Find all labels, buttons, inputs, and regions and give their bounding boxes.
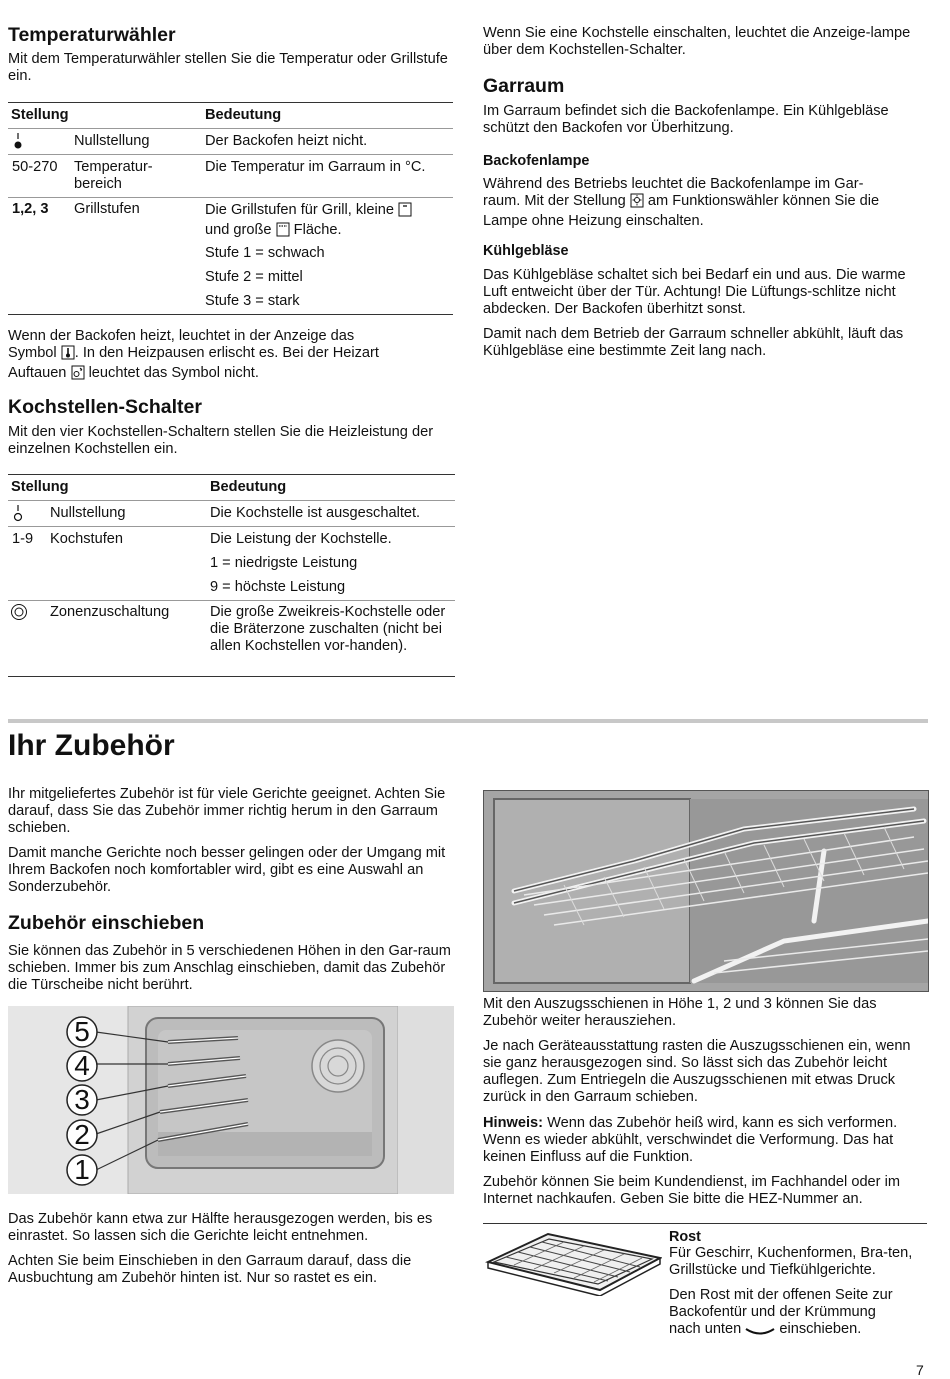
oven-lamp-text: Während des Betriebs leuchtet die Backofenlampe im Gar- raum. Mit der Stellung am Funktionswähler können Sie die Lampe ohne Heizung einschalten.	[483, 176, 880, 229]
cooling-fan-title: Kühlgebläse	[483, 243, 569, 259]
rails-text-2: Je nach Geräteausstattung rasten die Auszugsschienen ein, wenn sie ganz herausgezogen sind. So lässt sich das Zubehör leicht auflegen. Zum Entriegeln die Auszugsschienen mit etwas Druck zurück in den Garraum schieben.	[483, 1038, 911, 1105]
temp-row-3-meaning: Die Grillstufen für Grill, kleine und große Fläche.	[205, 202, 450, 242]
downward-curve-icon	[745, 1324, 775, 1341]
hob-row-1-name: Nullstellung	[50, 505, 126, 521]
shelf-level-1: 1	[74, 1154, 90, 1185]
shelf-level-5: 5	[74, 1016, 90, 1047]
hob-table-header-meaning: Bedeutung	[210, 479, 287, 495]
shelf-level-2: 2	[74, 1119, 90, 1150]
rack-text-1: Für Geschirr, Kuchenformen, Bra-ten, Grillstücke und Tiefkühlgerichte.	[669, 1245, 913, 1278]
grill-level-2: Stufe 2 = mittel	[205, 269, 303, 285]
accessories-intro-2: Damit manche Gerichte noch besser gelingen oder der Umgang mit Ihrem Backofen noch komfortabler wird, gibt es eine Auswahl an Sonderzubehör.	[8, 845, 446, 895]
hob-row-2-position: 1-9	[12, 531, 34, 547]
grill-level-3: Stufe 3 = stark	[205, 293, 300, 309]
purchase-text: Zubehör können Sie beim Kundendienst, im Fachhandel oder im Internet nachkaufen. Geben Sie bitte die HEZ-Nummer an.	[483, 1174, 900, 1207]
wire-rack-illustration	[484, 1228, 662, 1296]
temp-row-1-meaning: Der Backofen heizt nicht.	[205, 133, 368, 149]
hob-switch-title: Kochstellen-Schalter	[8, 396, 202, 418]
pull-out-text-2: Achten Sie beim Einschieben in den Garraum darauf, dass die Ausbuchtung am Zubehör hinten ist. Nur so rastet es ein.	[8, 1253, 412, 1286]
page-number: 7	[916, 1362, 924, 1378]
heating-thermometer-icon	[61, 345, 75, 365]
rack-text-2: Den Rost mit der offenen Seite zur Backofentür und der Krümmung nach unten einschieben.	[669, 1287, 927, 1341]
defrost-icon	[71, 365, 85, 385]
insert-accessories-text: Sie können das Zubehör in 5 verschiedenen Höhen in den Gar-raum schieben. Immer bis zum Anschlag einschieben, damit das Zubehör die Türscheibe nicht berührt.	[8, 943, 451, 993]
section-divider	[8, 719, 928, 723]
hob-row-1-meaning: Die Kochstelle ist ausgeschaltet.	[210, 505, 421, 521]
temp-row-3-position: 1,2, 3	[12, 201, 49, 217]
hob-row-2-meaning: Die Leistung der Kochstelle.	[210, 531, 392, 547]
hob-null-icon	[12, 505, 24, 528]
hob-intro: Mit den vier Kochstellen-Schaltern stellen Sie die Heizleistung der einzelnen Kochstellen ein.	[8, 424, 434, 457]
hint-label: Hinweis:	[483, 1115, 544, 1131]
zone-switch-icon	[10, 603, 28, 626]
accessories-title: Ihr Zubehör	[8, 729, 175, 762]
hob-table-header-position: Stellung	[11, 479, 69, 495]
pull-out-text-1: Das Zubehör kann etwa zur Hälfte herausgezogen werden, bis es einrastet. So lassen sich die Gerichte leicht entnehmen.	[8, 1211, 433, 1244]
shelf-levels-diagram	[8, 1006, 454, 1194]
small-grill-icon	[398, 202, 412, 222]
oven-cavity-text: Im Garraum befindet sich die Backofenlampe. Ein Kühlgebläse schützt den Backofen vor Überhitzung.	[483, 103, 889, 136]
temperature-intro: Mit dem Temperaturwähler stellen Sie die Temperatur oder Grillstufe ein.	[8, 51, 448, 84]
null-position-icon	[12, 133, 24, 156]
large-grill-icon	[276, 222, 290, 242]
temp-table-header-position: Stellung	[11, 107, 69, 123]
temp-row-2-position: 50-270	[12, 159, 58, 175]
oven-lamp-title: Backofenlampe	[483, 153, 590, 169]
shelf-level-3: 3	[74, 1084, 90, 1115]
hint-text: Hinweis: Wenn das Zubehör heiß wird, kann es sich verformen. Wenn es wieder abkühlt, verschwindet die Verformung. Das hat keinen Einfluss auf die Funktion.	[483, 1115, 898, 1165]
temperature-selector-title: Temperaturwähler	[8, 24, 176, 46]
cooling-fan-text-1: Das Kühlgebläse schaltet sich bei Bedarf ein und aus. Die warme Luft entweicht über der Tür. Achtung! Die Lüftungs-schlitze nicht abdecken. Der Backofen überhitzt sonst.	[483, 267, 906, 317]
lamp-icon	[630, 193, 644, 213]
rails-text-1: Mit den Auszugsschienen in Höhe 1, 2 und 3 können Sie das Zubehör weiter herausziehen.	[483, 996, 877, 1029]
hob-level-min: 1 = niedrigste Leistung	[210, 555, 358, 571]
hob-row-2-name: Kochstufen	[50, 531, 124, 547]
accessories-intro-1: Ihr mitgeliefertes Zubehör ist für viele Gerichte geeignet. Achten Sie darauf, dass Sie das Zubehör immer richtig herum in den Garraum schieben.	[8, 786, 446, 836]
grill-level-1: Stufe 1 = schwach	[205, 245, 325, 261]
temp-row-1-name: Nullstellung	[74, 133, 150, 149]
temp-row-2-meaning: Die Temperatur im Garraum in °C.	[205, 159, 426, 175]
shelf-level-4: 4	[74, 1050, 90, 1081]
oven-cavity-title: Garraum	[483, 75, 565, 97]
temp-row-3-name: Grillstufen	[74, 201, 140, 217]
temp-row-2-name: Temperatur-bereich	[74, 159, 153, 192]
cooling-fan-text-2: Damit nach dem Betrieb der Garraum schneller abkühlt, läuft das Kühlgebläse eine bestimmte Zeit lang nach.	[483, 326, 904, 359]
heating-note: Wenn der Backofen heizt, leuchtet in der Anzeige das Symbol . In den Heizpausen erlischt es. Bei der Heizart Auftauen leuchtet das Symbol nicht.	[8, 328, 453, 385]
insert-accessories-title: Zubehör einschieben	[8, 912, 205, 934]
temp-table-header-meaning: Bedeutung	[205, 107, 282, 123]
hob-level-max: 9 = höchste Leistung	[210, 579, 346, 595]
hob-row-3-meaning: Die große Zweikreis-Kochstelle oder die Bräterzone zuschalten (nicht bei allen Kochstellen vor-handen).	[210, 604, 446, 654]
hob-row-3-name: Zonenzuschaltung	[50, 604, 170, 620]
telescopic-rails-photo	[483, 790, 929, 992]
rack-title: Rost	[669, 1229, 701, 1245]
hob-indicator-text: Wenn Sie eine Kochstelle einschalten, leuchtet die Anzeige-lampe über dem Kochstellen-Schalter.	[483, 25, 911, 58]
